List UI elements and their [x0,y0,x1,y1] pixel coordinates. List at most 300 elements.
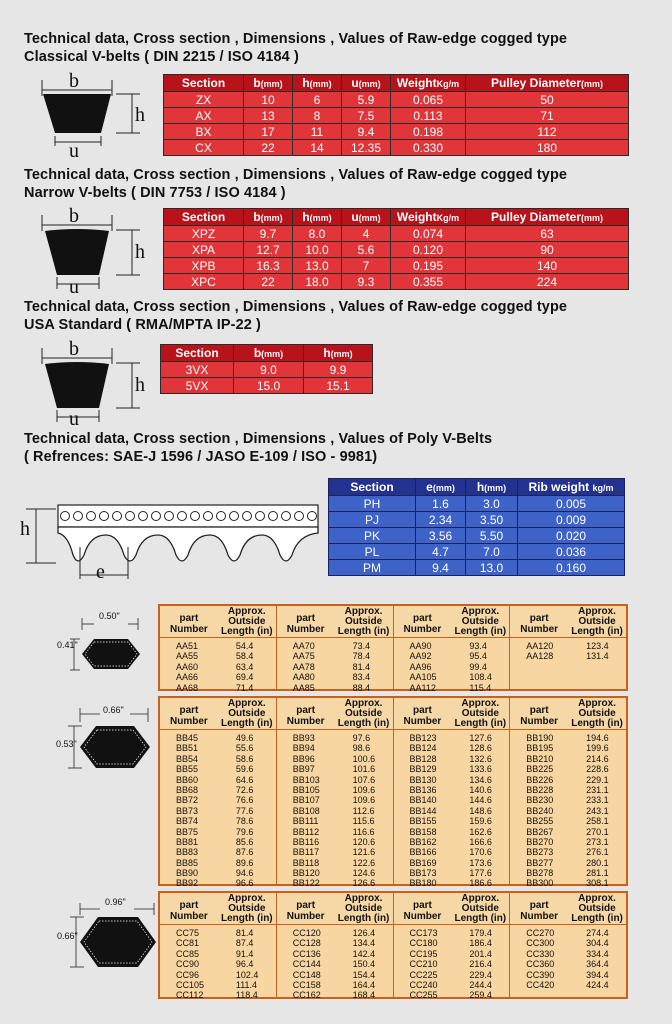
part-number: BB94 [292,743,315,754]
length-value: 72.6 [235,784,254,795]
table-row [164,92,629,108]
approx-length-header: Approx. Outside Length (in) [571,893,623,924]
part-number: AA51 [176,641,199,651]
table-cell: 1.6 [416,496,466,512]
length-value: 186.6 [469,878,492,889]
dim-b-label: b [69,205,79,227]
part-number: BB108 [292,805,320,816]
cc-width-label: 0.96" [105,897,126,907]
list-item [510,816,626,826]
table-row [161,378,373,394]
table-row [164,274,629,290]
length-column-header [394,698,510,730]
table-cell: 9.4 [416,560,466,576]
list-item [277,785,393,795]
list-item [510,795,626,805]
table-row [164,258,629,274]
length-value: 258.1 [586,816,609,827]
table-cell: 0.020 [518,528,625,544]
table-cell: 63 [466,226,629,242]
part-number: AA92 [409,651,432,662]
part-number: CC144 [292,959,321,970]
list-item [277,672,393,682]
length-value: 128.6 [469,743,492,754]
table-cell: 5.50 [466,528,518,544]
table-cell: 9.4 [342,124,391,140]
list-item [394,980,510,990]
list-item [394,938,510,948]
table-cell: 0.198 [391,124,466,140]
length-value: 81.4 [235,928,254,938]
part-number: AA60 [176,661,199,672]
usa-subtitle: USA Standard ( RMA/MPTA IP-22 ) [24,317,261,333]
length-value: 194.6 [586,733,609,743]
length-value: 54.4 [235,641,254,651]
list-item [394,785,510,795]
length-value: 162.6 [469,826,492,837]
list-item [277,651,393,661]
aa-length-table [158,604,628,691]
approx-length-header: Approx. Outside Length (in) [220,606,273,637]
list-item [160,785,276,795]
length-value: 281.1 [586,868,609,879]
length-value: 122.6 [352,857,376,868]
length-value: 118.4 [235,990,258,1001]
table-cell: 9.7 [244,226,293,242]
length-value: 124.6 [352,868,376,879]
table-row [164,124,629,140]
part-number: BB195 [526,743,554,754]
part-number: BB144 [409,805,437,816]
part-number: BB93 [292,733,315,743]
poly-title: Technical data, Cross section , Dimensions , Values of Poly V-Belts [24,431,493,447]
poly-subtitle: ( Refrences: SAE-J 1596 / JASO E-109 / ISO - 9981) [24,449,378,465]
table-row [329,496,625,512]
table-cell: 50 [466,92,629,108]
table-cell: 8 [293,108,342,124]
list-item [277,970,393,980]
table-cell: 0.195 [391,258,466,274]
length-value: 77.6 [235,805,254,816]
length-value: 280.1 [586,857,609,868]
length-column-header [394,893,510,925]
part-number-header: part Number [286,705,325,727]
list-item [277,764,393,774]
list-item [394,672,510,682]
part-number: AA70 [292,641,315,651]
list-item [160,641,276,651]
length-value: 96.6 [235,878,254,889]
list-item [160,816,276,826]
table-cell: 6 [293,92,342,108]
length-value: 126.6 [352,878,376,889]
length-value: 111.4 [235,979,258,990]
list-item [277,959,393,969]
poly-belt-diagram [18,495,328,595]
part-number: BB180 [409,878,437,889]
dim-u-label: u [69,140,79,162]
length-value: 308.1 [586,878,609,889]
classical-spec-table [163,74,629,156]
list-item [510,938,626,948]
part-number-header: part Number [170,705,208,727]
length-value: 164.4 [352,979,376,990]
length-value: 140.6 [469,784,492,795]
table-cell: 9.9 [304,362,373,378]
length-value: 270.1 [586,826,609,837]
length-value: 108.4 [469,672,492,683]
table-cell: PJ [329,512,416,528]
part-number: AA75 [292,651,315,662]
length-value: 186.4 [469,938,492,949]
length-value: 274.4 [586,928,609,938]
part-number: AA120 [526,641,554,651]
list-item [510,785,626,795]
part-number: BB228 [526,784,554,795]
part-number: BB85 [176,857,199,868]
length-value: 87.6 [235,847,254,858]
dim-u-label: u [69,408,79,430]
table-row [329,560,625,576]
part-number-header: part Number [520,705,559,727]
list-item [277,733,393,743]
part-number-header: part Number [170,613,208,635]
table-body [329,496,625,576]
part-number: CC180 [409,938,438,949]
list-item [394,837,510,847]
part-number: BB107 [292,795,320,806]
length-value: 170.6 [469,847,492,858]
part-number: BB226 [526,774,554,785]
col-header: Pulley Diameter(mm) [466,209,629,226]
part-number: BB117 [292,847,320,858]
part-number: CC81 [176,938,200,949]
length-column-header [277,698,393,730]
length-value: 126.4 [352,928,376,938]
part-number: BB81 [176,836,199,847]
length-value: 244.4 [469,979,492,990]
length-value: 85.6 [235,836,254,847]
col-header: Section [329,479,416,496]
length-value: 134.6 [469,774,492,785]
length-value: 107.6 [352,774,376,785]
approx-length-header: Approx. Outside Length (in) [454,606,507,637]
approx-length-header: Approx. Outside Length (in) [337,893,390,924]
part-number: BB278 [526,868,554,879]
list-item [394,847,510,857]
table-cell: 224 [466,274,629,290]
part-number: AA112 [409,682,436,693]
table-cell: 12.7 [244,242,293,258]
length-value: 364.4 [586,959,609,970]
part-number: BB68 [176,784,199,795]
length-value: 228.6 [586,764,609,775]
length-value: 424.4 [586,979,609,990]
list-item [394,928,510,938]
part-number: BB129 [409,764,437,775]
length-value: 115.4 [469,682,492,693]
table-cell: 0.009 [518,512,625,528]
list-item [277,980,393,990]
table-cell: 4.7 [416,544,466,560]
length-value: 134.4 [352,938,376,949]
approx-length-header: Approx. Outside Length (in) [454,698,507,729]
narrow-subtitle: Narrow V-belts ( DIN 7753 / ISO 4184 ) [24,185,286,201]
length-value: 100.6 [352,753,376,764]
part-number-header: part Number [286,900,325,922]
length-column-header [277,893,393,925]
part-number: AA55 [176,651,199,662]
list-item [394,754,510,764]
length-value: 166.6 [469,836,492,847]
list-item [394,868,510,878]
part-number: BB124 [409,743,437,754]
list-item [160,990,276,1000]
length-value: 58.6 [235,753,254,764]
table-cell: 12.35 [342,140,391,156]
list-item [510,743,626,753]
approx-length-header: Approx. Outside Length (in) [337,606,390,637]
part-number: CC210 [409,959,438,970]
length-column-header [510,893,626,925]
list-item [394,775,510,785]
length-column-header [510,606,626,638]
length-column [510,893,626,997]
table-cell: 15.0 [234,378,304,394]
length-value: 109.6 [352,795,376,806]
table-cell: 9.0 [234,362,304,378]
table-cell: 4 [342,226,391,242]
part-number: CC112 [176,990,204,1001]
list-item [394,683,510,693]
approx-length-header: Approx. Outside Length (in) [571,698,623,729]
length-value: 148.6 [469,805,492,816]
part-number: BB158 [409,826,437,837]
length-column [277,893,394,1001]
approx-length-header: Approx. Outside Length (in) [337,698,390,729]
list-item [510,827,626,837]
table-row [329,528,625,544]
list-item [394,858,510,868]
dim-h-label: h [20,518,30,540]
bb-width-label: 0.66" [103,705,124,715]
list-item [394,764,510,774]
part-number: BB140 [409,795,437,806]
part-number: CC75 [176,928,200,938]
table-body [164,226,629,290]
approx-length-header: Approx. Outside Length (in) [220,893,273,924]
part-number: CC158 [292,979,321,990]
col-header: b(mm) [234,345,304,362]
list-item [160,878,276,888]
length-value: 159.6 [469,816,492,827]
length-value: 112.6 [352,805,375,816]
table-cell: 90 [466,242,629,258]
list-item [510,733,626,743]
part-number: AA78 [292,661,315,672]
part-number: BB190 [526,733,554,743]
length-value: 97.6 [352,733,371,743]
list-item [160,775,276,785]
list-item [394,795,510,805]
part-number: BB96 [292,753,315,764]
length-value: 69.4 [235,672,254,683]
list-item [394,743,510,753]
list-item [277,827,393,837]
list-item [160,806,276,816]
bb-height-label: 0.53" [56,739,77,749]
part-number: BB105 [292,784,320,795]
part-number: BB162 [409,836,437,847]
part-number: BB270 [526,836,554,847]
col-header: b(mm) [244,75,293,92]
table-cell: CX [164,140,244,156]
part-number: CC390 [526,969,555,980]
col-header: Pulley Diameter(mm) [466,75,629,92]
part-number: CC105 [176,979,205,990]
length-value: 98.6 [352,743,371,754]
table-cell: ZX [164,92,244,108]
length-column [277,606,394,693]
list-item [277,847,393,857]
table-cell: PH [329,496,416,512]
table-header-row [329,479,625,496]
dim-b-label: b [69,70,79,92]
length-value: 276.1 [586,847,609,858]
length-value: 115.6 [352,816,375,827]
cc-length-table [158,891,628,999]
part-number: BB300 [526,878,554,889]
length-value: 243.1 [586,805,609,816]
table-cell: 16.3 [244,258,293,274]
list-item [160,672,276,682]
table-cell: PL [329,544,416,560]
col-header: u(mm) [342,75,391,92]
length-value: 94.6 [235,868,254,879]
list-item [394,959,510,969]
part-number: CC300 [526,938,555,949]
length-value: 273.1 [586,836,609,847]
part-number: BB277 [526,857,554,868]
length-value: 79.6 [235,826,254,837]
length-value: 83.4 [352,672,371,683]
col-header: h(mm) [304,345,373,362]
col-header: WeightKg/m [391,75,466,92]
table-cell: 0.355 [391,274,466,290]
dim-e-label: e [96,561,105,583]
part-number: CC90 [176,959,200,970]
list-item [277,662,393,672]
list-item [160,847,276,857]
narrow-title: Technical data, Cross section , Dimensions , Values of Raw-edge cogged type [24,167,568,183]
table-cell: 112 [466,124,629,140]
part-number: BB55 [176,764,199,775]
table-cell: 3.0 [466,496,518,512]
table-header-row [164,209,629,226]
length-value: 173.6 [469,857,492,868]
length-value: 116.6 [352,826,375,837]
list-item [160,754,276,764]
list-item [510,847,626,857]
part-number: BB103 [292,774,320,785]
length-value: 78.6 [235,816,254,827]
part-number-header: part Number [403,705,442,727]
part-number-header: part Number [403,613,442,635]
table-cell: 0.113 [391,108,466,124]
length-value: 154.4 [352,969,376,980]
table-cell: 13.0 [293,258,342,274]
list-item [510,928,626,938]
part-number: BB166 [409,847,437,858]
length-value: 87.4 [235,938,254,949]
classical-subtitle: Classical V-belts ( DIN 2215 / ISO 4184 ) [24,49,299,65]
table-cell: 9.3 [342,274,391,290]
length-value: 259.4 [469,990,492,1001]
list-item [277,775,393,785]
list-item [160,743,276,753]
list-item [160,868,276,878]
list-item [394,662,510,672]
table-body [161,362,373,394]
list-item [510,651,626,661]
part-number: BB51 [176,743,199,754]
part-number: CC128 [292,938,321,949]
list-item [160,858,276,868]
approx-length-header: Approx. Outside Length (in) [220,698,273,729]
table-cell: PM [329,560,416,576]
part-number: BB267 [526,826,554,837]
part-number-header: part Number [170,900,208,922]
table-cell: 0.330 [391,140,466,156]
table-cell: 180 [466,140,629,156]
part-number: BB173 [409,868,437,879]
length-value: 131.4 [586,651,609,662]
length-value: 168.4 [352,990,376,1001]
length-value: 201.4 [469,948,492,959]
length-column-header [160,606,276,638]
part-number: AA68 [176,682,199,693]
aa-height-label: 0.41" [57,640,78,650]
part-number: AA105 [409,672,437,683]
table-cell: XPC [164,274,244,290]
list-item [160,795,276,805]
list-item [160,837,276,847]
col-header: h(mm) [293,75,342,92]
length-value: 177.6 [469,868,492,879]
part-number: BB111 [292,816,319,827]
part-number: CC136 [292,948,321,959]
part-number: CC255 [409,990,438,1001]
table-cell: 18.0 [293,274,342,290]
part-number: BB90 [176,868,199,879]
list-item [394,641,510,651]
table-cell: AX [164,108,244,124]
part-number: CC173 [409,928,438,938]
table-cell: 22 [244,274,293,290]
length-value: 73.4 [352,641,371,651]
length-value: 55.6 [235,743,254,754]
dim-h-label: h [135,241,145,263]
length-value: 229.4 [469,969,492,980]
part-number: BB230 [526,795,554,806]
list-item [160,949,276,959]
list-item [394,990,510,1000]
part-number: AA128 [526,651,554,662]
part-number: BB120 [292,868,320,879]
length-value: 101.6 [352,764,376,775]
part-number: CC162 [292,990,321,1001]
part-number: BB73 [176,805,199,816]
